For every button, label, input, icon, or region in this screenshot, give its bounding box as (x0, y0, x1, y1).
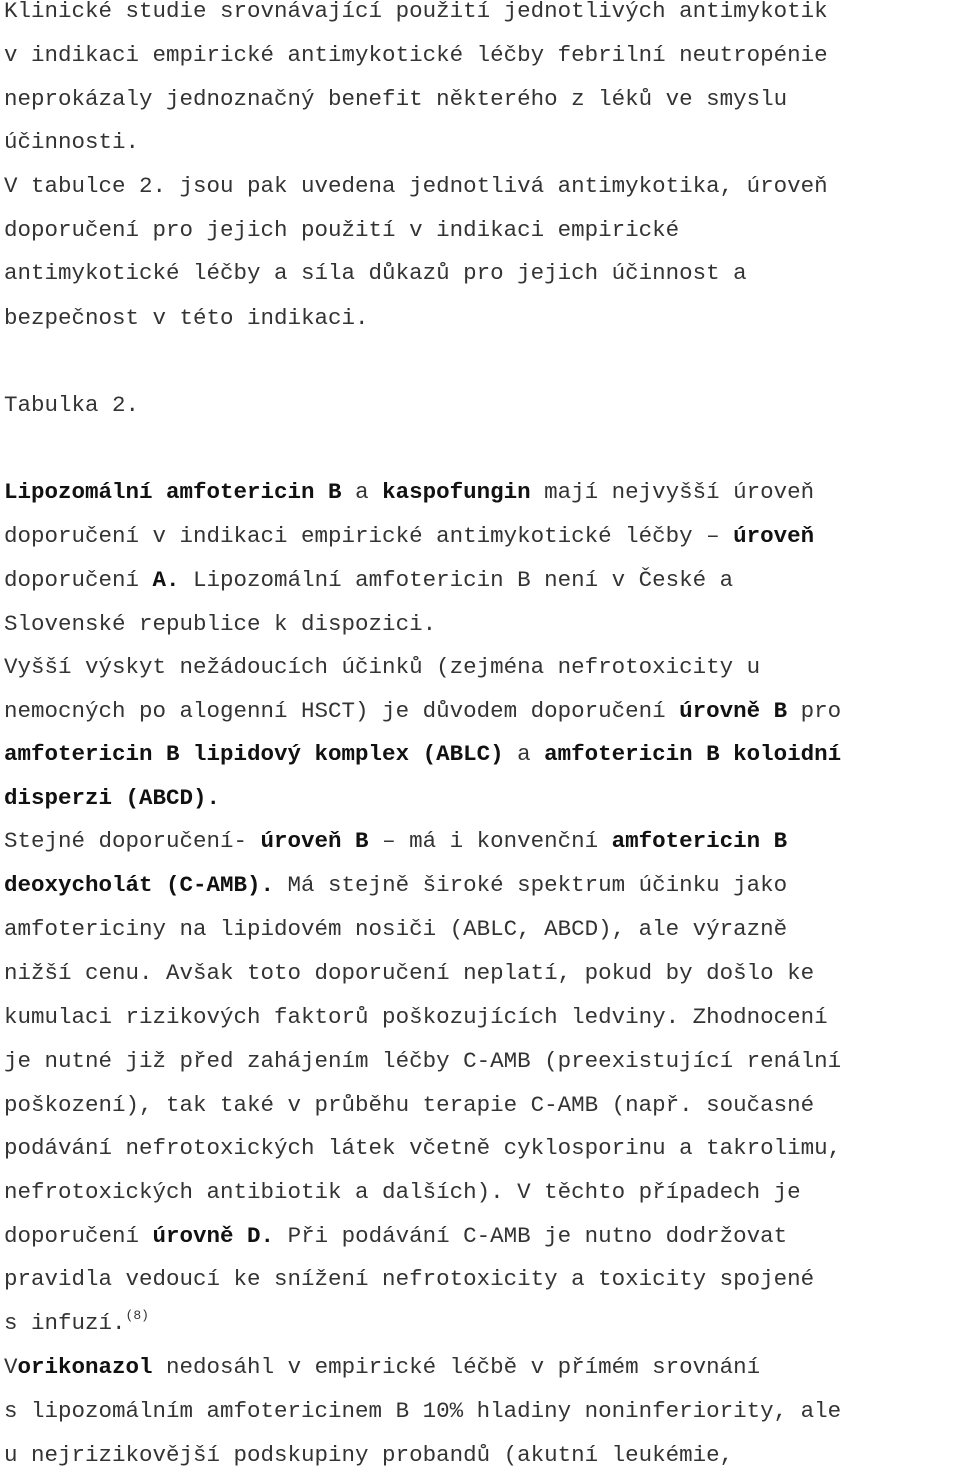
table-caption: Tabulka 2. (4, 392, 140, 418)
paragraph-2-line-4: bezpečnost v této indikaci. (4, 305, 369, 331)
paragraph-2-line-1: V tabulce 2. jsou pak uvedena jednotlivá antimykotika, úroveň (4, 173, 828, 199)
text-segment: nemocných po alogenní HSCT) je důvodem doporučení (4, 698, 680, 724)
paragraph-5-line-12 (4, 1308, 149, 1338)
paragraph-5-line-8: podávání nefrotoxických látek včetně cyklosporinu a takrolimu, (4, 1135, 842, 1161)
drug-name-amphotericin-b: amfotericin B (611, 828, 788, 854)
drug-name-abcd: amfotericin B koloidní (544, 741, 842, 767)
paragraph-5-line-10 (4, 1221, 787, 1251)
citation-reference: (8) (125, 1308, 149, 1323)
paragraph-3-line-2 (4, 521, 814, 551)
text-segment: V (4, 1354, 18, 1380)
paragraph-1-line-3: neprokázaly jednoznačný benefit některého z léků ve smyslu (4, 86, 788, 112)
text-segment: – má i konvenční (368, 828, 612, 854)
text-segment: mají nejvyšší úroveň (530, 479, 815, 505)
paragraph-2-line-2: doporučení pro jejich použití v indikaci empirické (4, 217, 680, 243)
text-segment: nedosáhl v empirické léčbě v přímém srovnání (152, 1354, 761, 1380)
paragraph-6-line-2: s lipozomálním amfotericinem B 10% hladiny noninferiority, ale (4, 1398, 842, 1424)
text-segment: Při podávání C-AMB je nutno dodržovat (274, 1223, 788, 1249)
recommendation-level-d: úrovně D. (152, 1223, 275, 1249)
text-segment: a (503, 741, 545, 767)
paragraph-3-line-1 (4, 477, 814, 507)
drug-name-abcd-cont: disperzi (ABCD). (4, 785, 221, 811)
paragraph-6-line-3: u nejrizikovější podskupiny probandů (akutní leukémie, (4, 1442, 734, 1468)
paragraph-5-line-6: je nutné již před zahájením léčby C-AMB (preexistující renální (4, 1048, 842, 1074)
recommendation-level-label: úroveň (733, 523, 815, 549)
paragraph-5-line-11: pravidla vedoucí ke snížení nefrotoxicity a toxicity spojené (4, 1266, 815, 1292)
paragraph-1-line-4: účinnosti. (4, 129, 140, 155)
paragraph-1-line-1: Klinické studie srovnávající použití jednotlivých antimykotik (4, 0, 828, 24)
paragraph-4-line-3 (4, 739, 841, 769)
text-segment: Lipozomální amfotericin B není v České a (179, 567, 734, 593)
text-segment: s infuzí. (4, 1310, 126, 1336)
recommendation-level-b: úrovně B (679, 698, 788, 724)
text-segment: Stejné doporučení- (4, 828, 261, 854)
paragraph-4-line-2 (4, 696, 841, 726)
drug-name-ablc: amfotericin B lipidový komplex (ABLC) (4, 741, 504, 767)
paragraph-6-line-1 (4, 1352, 760, 1382)
recommendation-level-a: A. (152, 567, 180, 593)
paragraph-3-line-3 (4, 565, 733, 595)
paragraph-3-line-4: Slovenské republice k dispozici. (4, 611, 437, 637)
paragraph-5-line-2 (4, 870, 787, 900)
drug-name-voriconazole: orikonazol (17, 1354, 153, 1380)
drug-name-c-amb: deoxycholát (C-AMB). (4, 872, 275, 898)
paragraph-5-line-4: nižší cenu. Avšak toto doporučení neplatí, pokud by došlo ke (4, 960, 815, 986)
drug-name-caspofungin: kaspofungin (382, 479, 531, 505)
text-segment: doporučení (4, 567, 153, 593)
recommendation-level-b: úroveň B (260, 828, 369, 854)
text-segment: doporučení (4, 1223, 153, 1249)
paragraph-5-line-1 (4, 826, 787, 856)
paragraph-2-line-3: antimykotické léčby a síla důkazů pro jejich účinnost a (4, 260, 747, 286)
text-segment: a (341, 479, 383, 505)
paragraph-5-line-5: kumulaci rizikových faktorů poškozujících ledviny. Zhodnocení (4, 1004, 828, 1030)
paragraph-5-line-9: nefrotoxických antibiotik a dalších). V těchto případech je (4, 1179, 801, 1205)
paragraph-4-line-1: Vyšší výskyt nežádoucích účinků (zejména nefrotoxicity u (4, 654, 761, 680)
text-segment: Má stejně široké spektrum účinku jako (274, 872, 788, 898)
text-segment: pro (787, 698, 842, 724)
paragraph-1-line-2: v indikaci empirické antimykotické léčby febrilní neutropénie (4, 42, 828, 68)
drug-name-liposomal-amphotericin: Lipozomální amfotericin B (4, 479, 342, 505)
paragraph-4-line-4 (4, 783, 220, 813)
text-segment: doporučení v indikaci empirické antimykotické léčby – (4, 523, 734, 549)
paragraph-5-line-3: amfotericiny na lipidovém nosiči (ABLC, ABCD), ale výrazně (4, 916, 788, 942)
paragraph-5-line-7: poškození), tak také v průběhu terapie C-AMB (např. současné (4, 1092, 815, 1118)
